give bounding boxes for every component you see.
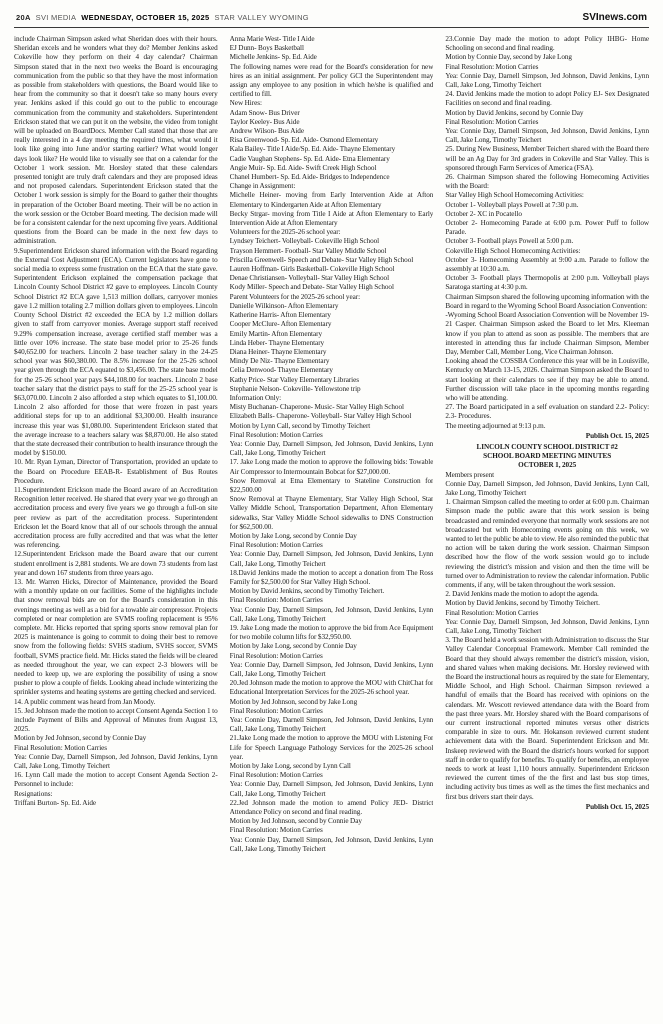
paragraph: October 3- Football plays Thermopolis at 2:00 p.m. Volleyball plays Saratoga starting at 4:30 p.m.	[445, 274, 649, 292]
paragraph: Becky Strgar- moving from Title I Aide at Afton Elementary to Early Intervention Aide at Afton Elementary	[229, 209, 434, 228]
paragraph: October 1- Volleyball plays Powell at 7:30 p.m.	[445, 200, 579, 209]
paragraph: 20.Jed Johnson made the motion to approve the MOU with ChitChat for Educational Interpretation Services for the 2025-26 school year.	[229, 679, 434, 697]
paragraph: Yea: Connie Day, Darnell Simpson, Jed Johnson, David Jenkins, Lynn Call, Jake Long, Timothy Teichert	[229, 550, 434, 568]
paragraph: Final Resolution: Motion Carries	[229, 826, 323, 835]
paragraph: Adam Snow- Bus Driver	[229, 108, 300, 117]
paragraph: Final Resolution: Motion Carries	[445, 117, 539, 126]
paragraph: 11.Superintendent Erickson made the Board aware of an Accreditation Recognition letter received. He shared that every year we go through an accreditation process and every five years we go through a full-on site peer review as part of the accreditation process. Superintendent Erickson let the Board know that all of our schools through the annual accreditation process are fully accredited and that was what the letter was referencing.	[14, 485, 218, 550]
paragraph: Connie Day, Darnell Simpson, Jed Johnson, David Jenkins, Lynn Call, Jake Long, Timothy Teichert	[445, 479, 649, 497]
paragraph: The following names were read for the Board's consideration for new hires as an initial assignment. Per policy GCI the Superintendent may assign any employee to any position in which he/she is qualified and certified to fill.	[229, 62, 434, 99]
paragraph: EJ Dunn- Boys Basketball	[229, 44, 304, 53]
issue-date: WEDNESDAY, OCTOBER 15, 2025	[81, 13, 210, 22]
paragraph: Emily Martin- Afton Elementary	[229, 329, 322, 338]
paragraph: Andrew Wilson- Bus Aide	[229, 127, 304, 136]
paragraph: Taylor Keeley- Bus Aide	[229, 117, 300, 126]
paragraph: Yea: Connie Day, Darnell Simpson, Jed Johnson, David Jenkins, Lynn Call, Jake Long, Timothy Teichert	[445, 127, 649, 145]
paragraph: Snow Removal at Thayne Elementary, Star Valley High School, Star Valley Middle School, Transportation Department, Afton Elementary sidewalks, Star Valley Middle School sidewalks to DNS Construction for $62,500.00.	[229, 495, 434, 531]
paragraph: Trayson Hemmert- Football- Star Valley Middle School	[229, 246, 387, 255]
paragraph: Final Resolution: Motion Carries	[229, 430, 323, 439]
paragraph: Celia Denwood- Thayne Elementary	[229, 366, 333, 375]
paragraph: Cadie Vaughan Stephens- Sp. Ed. Aide- Etna Elementary	[229, 154, 390, 163]
paragraph: 10. Mr. Ryan Lyman, Director of Transportation, provided an update to the Board on Procedure EEAB-R- Establishment of Bus Routes Procedure.	[14, 458, 218, 485]
paragraph: Michelle Jenkins- Sp. Ed. Aide	[229, 53, 317, 62]
masthead-left	[16, 13, 309, 22]
paragraph: Final Resolution: Motion Carries	[229, 771, 323, 780]
paragraph: Angie Muir- Sp. Ed. Aide- Swift Creek High School	[229, 163, 377, 172]
paragraph: Stephanie Nelson- Cokeville- Yellowstone trip	[229, 384, 361, 393]
minutes-heading-line: OCTOBER 1, 2025	[518, 461, 577, 470]
paragraph: 16. Lynn Call made the motion to accept Consent Agenda Section 2- Personnel to include:	[14, 771, 218, 789]
publish-date: Publish Oct. 15, 2025	[585, 431, 649, 440]
paragraph: Michelle Heiner- moving from Early Intervention Aide at Afton Elementary to Kindergarten Aide at Afton Elementary	[229, 191, 434, 209]
paragraph: Motion by David Jenkins, second by Connie Day	[445, 108, 584, 117]
paragraph: Elizabeth Balls- Chaperone- Volleyball- Star Valley High School	[229, 412, 412, 421]
paragraph: Final Resolution: Motion Carries	[229, 596, 323, 605]
paragraph: include Chairman Simpson asked what Sheridan does with their hours. Sheridan excels and he wonders what they do? Member Jenkins asked Cokeville how they perform on their 4 day calendar? Chairman Simpson stated that in the next two weeks the Board is encouraging communication from the public so that they have the most information as possible from stakeholders with questions, the Board would like to hear from the community so that it doesn't take so many hours every year. Jenkins asked if this could go out to the public to encourage communication from the community and stakeholders. Superintendent Erickson stated that we can put it on the website, the video from tonight will be uploaded on BoardDocs. Member Call stated that those that are really interested in a 4 day meeting the required times, what would it look like going into June and/or starting earlier? What would longer days look like? He would like to visually see that on a calendar for the October 1 work session. Mr. Horsley stated that these calendars presented tonight are truly draft calendars and they are proposed ideas and not proposed calendars. Superintendent Erickson stated that the October 1 work session is simply for the Board to gather their thoughts in preparation of the October Board meeting. Their will be no action in the work session or the October Board meeting. The decision made will be for a consistent calendar for the next upcoming five years. Additional questions from the Board can be made in the next few days to administration.	[14, 35, 218, 246]
minutes-heading-line: SCHOOL BOARD MEETING MINUTES	[483, 452, 612, 461]
paragraph: Katherine Harris- Afton Elementary	[229, 311, 331, 320]
paragraph: 24. David Jenkins made the motion to adopt Policy EJ- Sex Designated Facilities on second and final reading.	[445, 90, 649, 108]
paragraph: Parent Volunteers for the 2025-26 school year:	[229, 292, 361, 301]
paragraph: Motion by Jed Johnson, second by Jake Long	[229, 697, 358, 706]
paragraph: October 3- Football plays Powell at 5:00 p.m.	[445, 237, 574, 246]
paragraph: Final Resolution: Motion Carries	[445, 608, 539, 617]
column-left	[14, 35, 218, 1001]
page-number: 20A	[16, 13, 31, 22]
publisher-brand: SVI MEDIA	[35, 13, 77, 22]
paragraph: Information Only:	[229, 393, 282, 402]
paragraph: Resignations:	[14, 789, 53, 798]
column-middle	[230, 35, 434, 1001]
paragraph: Motion by David Jenkins, second by Timothy Teichert.	[229, 587, 385, 596]
masthead-divider	[14, 27, 649, 28]
paragraph: 3. The Board held a work session with Administration to discuss the Star Valley Calendar Conceptual Framework. Member Call reminded the Board that they should always remember the district's mission, vision, and shared values when making decisions. Mr. Horsley reviewed with the Board the instructional hours as required by the state for Elementary, Middle School, and High School. Chairman Simpson reviewed a handful of emails that the Board has received with opinions on the calendars. Mr. Wescott reviewed attendance data with the Board from the past three years. Mr. Horsley shared with the Board comparisons of our current instructional reported minutes versus other districts comparable in size to ours. Mr. Hokanson reviewed current student achievement data with the Board. Superintendent Erickson and Mr. Inskeep reviewed with the Board the district's hours worked for support staff in order to qualify for benefits. To qualify for benefits, an employee needs to work at least 1,110 hours annually. Superintendent Erickson reviewed the current times of the the first and last bus stop times, including activity bus times as well as the times the first mechanics and first bus drivers start their days.	[445, 636, 649, 801]
paragraph: Lyndsey Teichert- Volleyball- Cokeville High School	[229, 237, 380, 246]
paragraph: Mindy De Niz- Thayne Elementary	[229, 357, 330, 366]
paragraph: Cooper McClure- Afton Elementary	[229, 320, 332, 329]
paragraph: Linda Heber- Thayne Elementary	[229, 338, 325, 347]
paragraph: 13. Mr. Warren Hicks, Director of Maintenance, provided the Board with a monthly update on our facilities. Some of the highlights include that snow removal bids are on for the Board's consideration in this evenings meeting as well as a bid for a towable air compressor. Projects completed or near completion are SVMS roofing replacement is 95% complete. Mr. Hicks reported that spring sports snow removal plan for 2025 is maintenance is going to commit to doing their best to remove snow from the following fields: SVHS stadium, SVHS soccer, SVMS football, SVMS practice field. Mr. Hicks stated the fields will be cleared as needed throughout the year, we can expect 2-3 blowers will be needed to keep up, we are exploring the possibility of using a snow pusher to plow a couple of fields. Looking ahead include winterizing the sprinkler systems and heating systems are getting checked and serviced.	[14, 577, 218, 697]
paragraph: Motion by Jake Long, second by Connie Day	[229, 531, 357, 540]
paragraph: 9.Superintendent Erickson shared information with the Board regarding the External Cost Adjustment (ECA). Current legislators have gone to social media to express some frustration on the ECA that the state gave. Superintendent Erickson explained the compensation package that Lincoln County School District #2 gave to employees. Lincoln County School District #2 ECA gave 1,513 million dollars, carryover monies gave 1.2 million totaling 2.7 million dollars given to employees. Lincoln County School District #2 exceeded the ECA by 1.2 million dollars given to staff from carryover monies. Average support staff received 9.29% compensation increase, average certified staff member was a little over 10% increase. The state base model prior to 25-26 funds $40,652.00 for teachers. Lincoln 2 base teacher salary in the 24-25 school year was $60,380.00. The 8.5% increase for the 25-26 school year given through the ECA equated to $3,456.00. The state base model for the 25-26 school year pays $44,108.00 for teachers. Lincoln 2 base teacher salary that the district pays to staff for the 25-25 school year is $63,070.00. Lincoln 2 also afforded a step which equates to $1,100.00. Lincoln 2 also afforded for those that were frozen in past years additional steps for up to an additional $3,300.00. Health insurance increase this year was $1,080.00. Superintendent Erickson stated that the average increase to a teachers salary was $8,870.00. He also stated that the state decreased their contribution to health insurance through the model by $150.00.	[14, 246, 218, 458]
paragraph: 21.Jake Long made the motion to approve the MOU with Listening For Life for Speech Language Pathology Services for the 2025-26 school year.	[229, 734, 434, 761]
paragraph: 2. David Jenkins made the motion to adopt the agenda.	[445, 590, 599, 599]
paragraph: October 3- Homecoming Assembly at 9:00 a.m. Parade to follow the assembly at 10:30 a.m.	[445, 255, 649, 274]
paragraph: Motion by Connie Day, second by Jake Long	[445, 53, 572, 62]
paragraph: Motion by Jed Johnson, second by Connie Day	[229, 817, 362, 826]
paragraph: Diana Heiner- Thayne Elementary	[229, 347, 327, 356]
paragraph: Motion by David Jenkins, second by Timothy Teichert.	[445, 599, 600, 608]
paragraph: Yea: Connie Day, Darnell Simpson, Jed Johnson, David Jenkins, Lynn Call, Jake Long, Timothy Teichert	[445, 71, 649, 90]
paragraph: Yea: Connie Day, Darnell Simpson, Jed Johnson, David Jenkins, Lynn Call, Jake Long, Timothy Teichert	[229, 716, 434, 734]
paragraph: Snow Removal at Etna Elementary to Stateline Construction for $22,500.00	[229, 476, 434, 494]
paragraph: Final Resolution: Motion Carries	[445, 62, 539, 71]
paragraph: Yea: Connie Day, Darnell Simpson, Jed Johnson, David Jenkins, Lynn Call, Jake Long, Timothy Teichert	[229, 660, 434, 679]
paragraph: 22.Jed Johnson made the motion to amend Policy JED- District Attendance Policy on second and final reading.	[229, 798, 434, 817]
paragraph: Members present	[445, 470, 495, 479]
paragraph: Motion by Lynn Call, second by Timothy Teichert	[229, 421, 371, 430]
paragraph: -Wyoming School Board Association Convention will be November 19-21 Casper. Chairman Simpson asked the Board to let Mrs. Kleeman know if you plan to attend as soon as possible. The members that are interested in attending thus far include Chairman Simpson, Member Day, Member Call, Member Long, Vice Chairman Johnson.	[445, 311, 649, 356]
paragraph: The meeting adjourned at 9:13 p.m.	[445, 421, 546, 430]
paragraph: Yea: Connie Day, Darnell Simpson, Jed Johnson, David Jenkins, Lynn Call, Jake Long, Timothy Teichert	[229, 835, 434, 853]
issue-location: STAR VALLEY WYOMING	[214, 13, 309, 22]
paragraph: October 2- Homecoming Parade at 6:00 p.m. Power Puff to follow Parade.	[445, 219, 649, 237]
paragraph: Looking ahead the COSSBA Conference this year will be in Louisville, Kentucky on March 13-15, 2026. Chairman Simpson asked the Board to start looking at their calendars to see if they may be able to attend. Further discussion will take place in the upcoming months regarding who will be attending.	[445, 357, 649, 402]
article-columns	[14, 35, 649, 1001]
paragraph: Cokeville High School Homecoming Activities:	[445, 246, 581, 255]
paragraph: Yea: Connie Day, Darnell Simpson, Jed Johnson, David Jenkins, Lynn Call, Jake Long, Timothy Teichert	[445, 617, 649, 635]
paragraph: Yea: Connie Day, Darnell Simpson, Jed Johnson, David Jenkins, Lynn Call, Jake Long, Timothy Teichert	[229, 780, 434, 798]
minutes-heading-line: LINCOLN COUNTY SCHOOL DISTRICT #2	[476, 442, 618, 451]
paragraph: Danielle Wilkinson- Afton Elementary	[229, 301, 339, 310]
paragraph: Risa Greenwood- Sp. Ed. Aide- Osmond Elementary	[229, 136, 379, 145]
paragraph: Yea: Connie Day, Darnell Simpson, Jed Johnson, David Jenkins, Lynn Call, Jake Long, Timothy Teichert	[14, 752, 218, 771]
paragraph: Yea: Connie Day, Darnell Simpson, Jed Johnson, David Jenkins, Lynn Call, Jake Long, Timothy Teichert	[229, 439, 434, 458]
paragraph: 17. Jake Long made the motion to approve the following bids: Towable Air Compressor to Intermountain Bobcat for $27,000.00.	[229, 458, 434, 476]
paragraph: Triffani Burton- Sp. Ed. Aide	[14, 798, 97, 807]
paragraph: 26. Chairman Simpson shared the following Homecoming Activities with the Board:	[445, 173, 649, 191]
paragraph: 15. Jed Johnson made the motion to accept Consent Agenda Section 1 to include Payment of Bills and Approval of Minutes from August 13, 2025.	[14, 706, 218, 734]
paragraph: Misty Buchanan- Chaperone- Music- Star Valley High School	[229, 403, 404, 412]
paragraph: 25. During New Business, Member Teichert shared with the Board there will be an Ag Day for 3rd graders in Cokeville and Star Valley. This is sponsored through Farm Services of America (FSA).	[445, 145, 649, 172]
paragraph: 12.Superintendent Erickson made the Board aware that our current student enrollment is 2,881 students. We are down 73 students from last year and down 167 students from three years ago.	[14, 550, 218, 577]
paragraph: Yea: Connie Day, Darnell Simpson, Jed Johnson, David Jenkins, Lynn Call, Jake Long, Timothy Teichert	[229, 605, 434, 623]
column-right	[445, 35, 649, 1001]
paragraph: 19. Jake Long made the motion to approve the bid from Ace Equipment for two mobile column lifts for $32,950.00.	[229, 624, 434, 642]
paragraph: Motion by Jed Johnson, second by Connie Day	[14, 734, 147, 743]
paragraph: Change in Assignment:	[229, 182, 296, 191]
paragraph: Lauren Hoffman- Girls Basketball- Cokeville High School	[229, 265, 395, 274]
paragraph: Final Resolution: Motion Carries	[229, 651, 323, 660]
paragraph: Kody Miller- Speech and Debate- Star Valley High School	[229, 283, 394, 292]
paragraph: Priscilla Greenwell- Speech and Debate- Star Valley High School	[229, 255, 414, 264]
paragraph: 27. The Board participated in a self evaluation on standard 2.2- Policy: 2.3- Procedures.	[445, 403, 649, 421]
paragraph: Star Valley High School Homecoming Activities:	[445, 191, 584, 200]
paragraph: New Hires:	[229, 99, 262, 108]
website-url: SVInews.com	[582, 12, 647, 23]
paragraph: Final Resolution: Motion Carries	[14, 743, 108, 752]
paragraph: Final Resolution: Motion Carries	[229, 541, 323, 550]
paragraph: Chairman Simpson shared the following upcoming information with the Board in regard to the Wyoming School Board Association Convention:	[445, 292, 649, 310]
paragraph: Motion by Jake Long, second by Lynn Call	[229, 762, 351, 771]
publish-date: Publish Oct. 15, 2025	[585, 802, 649, 811]
paragraph: Kathy Price- Star Valley Elementary Libraries	[229, 375, 360, 384]
paragraph: Chanel Humbert- Sp. Ed. Aide- Bridges to Independence	[229, 173, 390, 182]
paragraph: Denae Christiansen- Volleyball- Star Valley High School	[229, 274, 390, 283]
paragraph: Final Resolution: Motion Carries	[229, 706, 323, 715]
paragraph: 23.Connie Day made the motion to adopt Policy IHBG- Home Schooling on second and final reading.	[445, 35, 649, 53]
paragraph: 14. A public comment was heard from Jan Moody.	[14, 697, 156, 706]
masthead	[14, 10, 649, 23]
paragraph: October 2- XC in Pocatello	[445, 209, 522, 218]
paragraph: Volunteers for the 2025-26 school year:	[229, 228, 341, 237]
paragraph: Anna Marie West- Title I Aide	[229, 35, 315, 43]
paragraph: 1. Chairman Simpson called the meeting to order at 6:00 p.m. Chairman Simpson made the public aware that this work session is being broadcasted and reminded everyone that normally work sessions are not broadcasted but with Homecoming events going on this week, we wanted to let the public be able to view. He also reminded the public that no action will be taken during the work session. Chairman Simpson described how the flow of the work session would go to include reviewing the district's mission and vision and then the time will be turned over to Administration to review the calendar information. Public comments, if any, will be taken throughout the work session.	[445, 498, 649, 589]
paragraph: Kala Bailey- Title I Aide/Sp. Ed. Aide- Thayne Elementary	[229, 145, 396, 154]
paragraph: Motion by Jake Long, second by Connie Day	[229, 642, 357, 651]
paragraph: 18.David Jenkins made the motion to accept a donation from The Ross Family for $2,500.00 for Star Valley High School.	[229, 568, 434, 586]
